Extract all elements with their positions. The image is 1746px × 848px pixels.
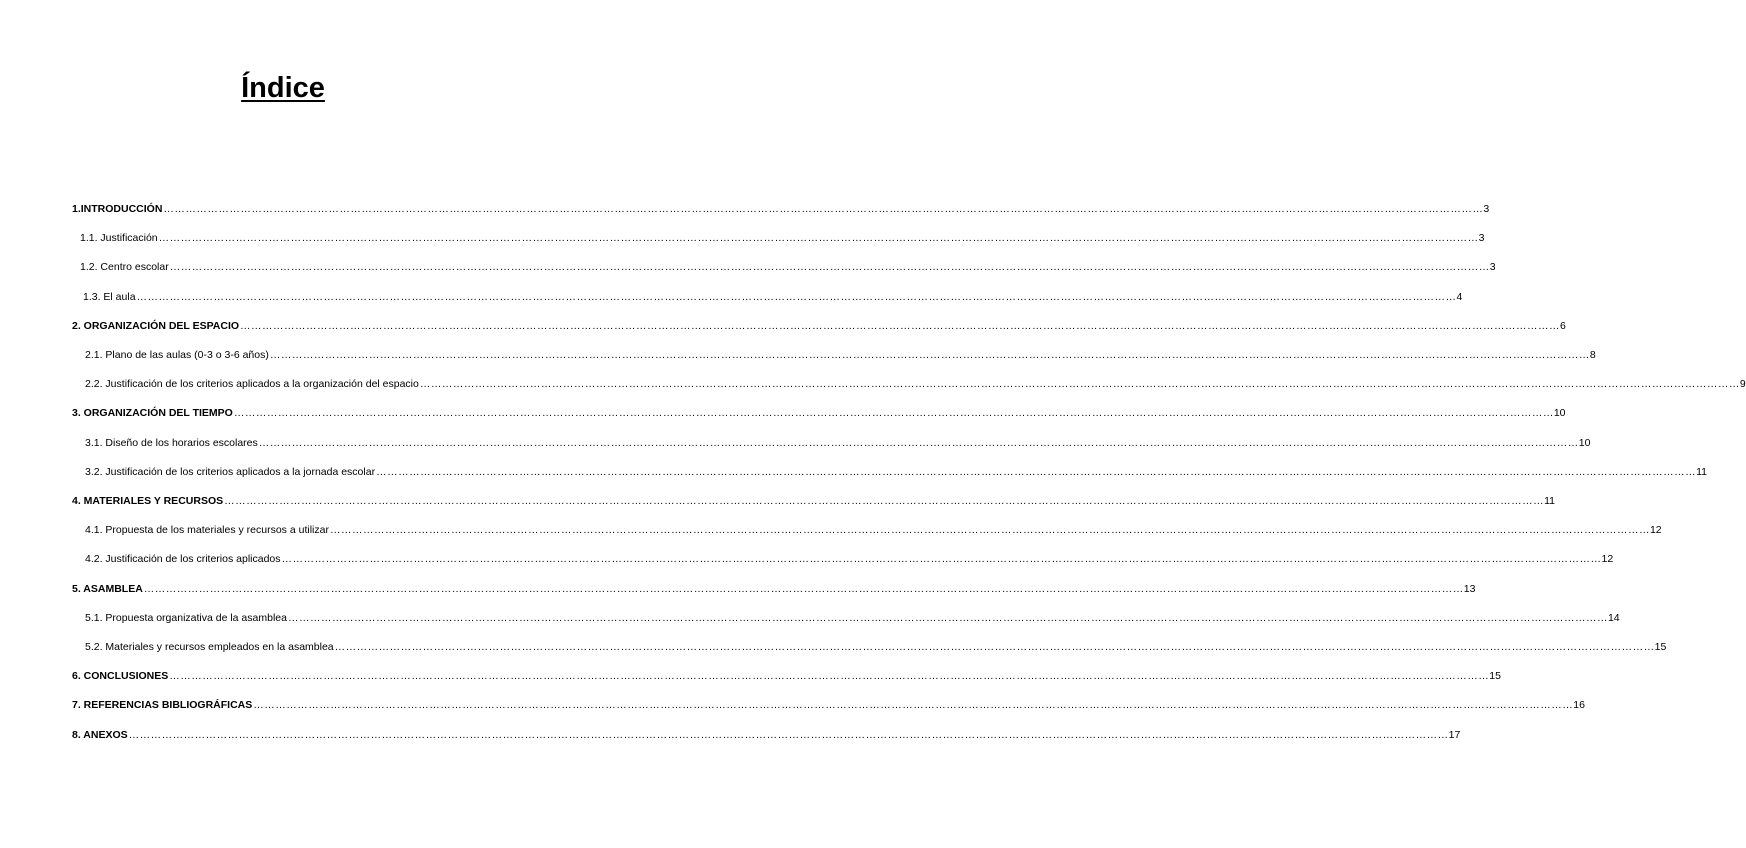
toc-entry-label: 3.1. Diseño de los horarios escolares (85, 437, 258, 449)
toc-entry[interactable] (72, 728, 1461, 742)
toc-entry-label: 3.2. Justificación de los criterios aplicados a la jornada escolar (85, 466, 376, 478)
toc-leader-dots: ……………………………………………………………………………………………………………………………………………………………………………………………………………………………………………………………………………………………………………………………… (169, 261, 1490, 273)
toc-leader-dots: ……………………………………………………………………………………………………………………………………………………………………………………………………………………………………………………………………………………………………………………………… (163, 203, 1484, 215)
toc-leader-dots: ……………………………………………………………………………………………………………………………………………………………………………………………………………………………………………………………………………………………………………………………… (287, 612, 1608, 624)
toc-entry-label: 2.1. Plano de las aulas (0-3 o 3-6 años) (85, 349, 269, 361)
toc-entry-page-number: 11 (1544, 495, 1556, 507)
toc-entry-page-number: 12 (1601, 553, 1614, 565)
toc-entry[interactable] (85, 611, 1620, 625)
toc-entry[interactable] (72, 669, 1501, 683)
toc-entry-page-number: 16 (1573, 699, 1585, 711)
toc-entry-label: 4. MATERIALES Y RECURSOS (72, 495, 224, 507)
toc-entry-label: 1.1. Justificación (80, 232, 158, 244)
toc-leader-dots: ……………………………………………………………………………………………………………………………………………………………………………………………………………………………………………………………………………………………………………………………… (281, 553, 1602, 565)
toc-leader-dots: ……………………………………………………………………………………………………………………………………………………………………………………………………………………………………………………………………………………………………………………………… (136, 291, 1457, 303)
toc-entry[interactable] (80, 231, 1485, 245)
toc-leader-dots: ……………………………………………………………………………………………………………………………………………………………………………………………………………………………………………………………………………………………………………………………… (258, 437, 1579, 449)
page-title: Índice (241, 72, 325, 104)
toc-entry-label: 2. ORGANIZACIÓN DEL ESPACIO (72, 320, 240, 332)
toc-entry-label: 8. ANEXOS (72, 729, 128, 741)
toc-entry[interactable] (85, 552, 1614, 566)
toc-entry-page-number: 17 (1448, 729, 1461, 741)
toc-entry-label: 6. CONCLUSIONES (72, 670, 169, 682)
toc-leader-dots: ……………………………………………………………………………………………………………………………………………………………………………………………………………………………………………………………………………………………………………………………… (253, 699, 1574, 711)
toc-entry[interactable] (83, 290, 1463, 304)
toc-entry-page-number: 10 (1578, 437, 1591, 449)
toc-entry-label: 1.INTRODUCCIÓN (72, 203, 163, 215)
toc-leader-dots: ……………………………………………………………………………………………………………………………………………………………………………………………………………………………………………………………………………………………………………………………… (169, 670, 1490, 682)
toc-leader-dots: ……………………………………………………………………………………………………………………………………………………………………………………………………………………………………………………………………………………………………………………………… (376, 466, 1697, 478)
toc-leader-dots: ……………………………………………………………………………………………………………………………………………………………………………………………………………………………………………………………………………………………………………………………… (128, 729, 1449, 741)
toc-entry[interactable] (85, 348, 1596, 362)
toc-entry-page-number: 12 (1649, 524, 1662, 536)
toc-leader-dots: ……………………………………………………………………………………………………………………………………………………………………………………………………………………………………………………………………………………………………………………………… (240, 320, 1561, 332)
toc-entry-page-number: 15 (1654, 641, 1667, 653)
toc-entry[interactable] (72, 202, 1490, 216)
toc-entry-page-number: 14 (1607, 612, 1620, 624)
toc-entry-page-number: 3 (1478, 232, 1485, 244)
toc-entry[interactable] (80, 260, 1496, 274)
toc-entry-page-number: 13 (1463, 583, 1476, 595)
toc-entry[interactable] (72, 406, 1566, 420)
toc-entry-page-number: 10 (1553, 407, 1566, 419)
toc-entry-page-number: 9 (1739, 378, 1746, 390)
toc-entry-page-number: 11 (1696, 466, 1707, 478)
toc-leader-dots: ……………………………………………………………………………………………………………………………………………………………………………………………………………………………………………………………………………………………………………………………… (143, 583, 1464, 595)
toc-leader-dots: ……………………………………………………………………………………………………………………………………………………………………………………………………………………………………………………………………………………………………………………………… (329, 524, 1650, 536)
toc-entry-page-number: 3 (1489, 261, 1496, 273)
toc-entry-page-number: 3 (1483, 203, 1490, 215)
toc-entry[interactable] (72, 494, 1556, 508)
toc-entry[interactable] (72, 698, 1585, 712)
toc-leader-dots: ……………………………………………………………………………………………………………………………………………………………………………………………………………………………………………………………………………………………………………………………… (233, 407, 1554, 419)
toc-leader-dots: ……………………………………………………………………………………………………………………………………………………………………………………………………………………………………………………………………………………………………………………………… (419, 378, 1740, 390)
toc-entry[interactable] (72, 319, 1566, 333)
toc-entry-label: 3. ORGANIZACIÓN DEL TIEMPO (72, 407, 233, 419)
toc-entry-label: 7. REFERENCIAS BIBLIOGRÁFICAS (72, 699, 253, 711)
toc-entry-label: 4.1. Propuesta de los materiales y recursos a utilizar (85, 524, 329, 536)
toc-entry-page-number: 4 (1456, 291, 1463, 303)
toc-entry-page-number: 15 (1489, 670, 1501, 682)
toc-entry-label: 1.3. El aula (83, 291, 136, 303)
toc-entry-page-number: 6 (1560, 320, 1566, 332)
toc-entry[interactable] (85, 523, 1662, 537)
toc-entry-label: 2.2. Justificación de los criterios aplicados a la organización del espacio (85, 378, 419, 390)
toc-entry-page-number: 8 (1589, 349, 1596, 361)
toc-leader-dots: ……………………………………………………………………………………………………………………………………………………………………………………………………………………………………………………………………………………………………………………………… (334, 641, 1655, 653)
toc-leader-dots: ……………………………………………………………………………………………………………………………………………………………………………………………………………………………………………………………………………………………………………………………… (224, 495, 1545, 507)
toc-leader-dots: ……………………………………………………………………………………………………………………………………………………………………………………………………………………………………………………………………………………………………………………………… (158, 232, 1479, 244)
toc-entry[interactable] (85, 436, 1591, 450)
toc-entry[interactable] (72, 582, 1476, 596)
toc-entry[interactable] (85, 377, 1746, 391)
toc-entry[interactable] (85, 640, 1667, 654)
toc-entry-label: 5.1. Propuesta organizativa de la asamblea (85, 612, 287, 624)
toc-entry[interactable] (85, 465, 1707, 479)
toc-entry-label: 5.2. Materiales y recursos empleados en la asamblea (85, 641, 334, 653)
toc-leader-dots: ……………………………………………………………………………………………………………………………………………………………………………………………………………………………………………………………………………………………………………………………… (269, 349, 1590, 361)
toc-entry-label: 4.2. Justificación de los criterios aplicados (85, 553, 281, 565)
toc-entry-label: 1.2. Centro escolar (80, 261, 169, 273)
toc-entry-label: 5. ASAMBLEA (72, 583, 143, 595)
